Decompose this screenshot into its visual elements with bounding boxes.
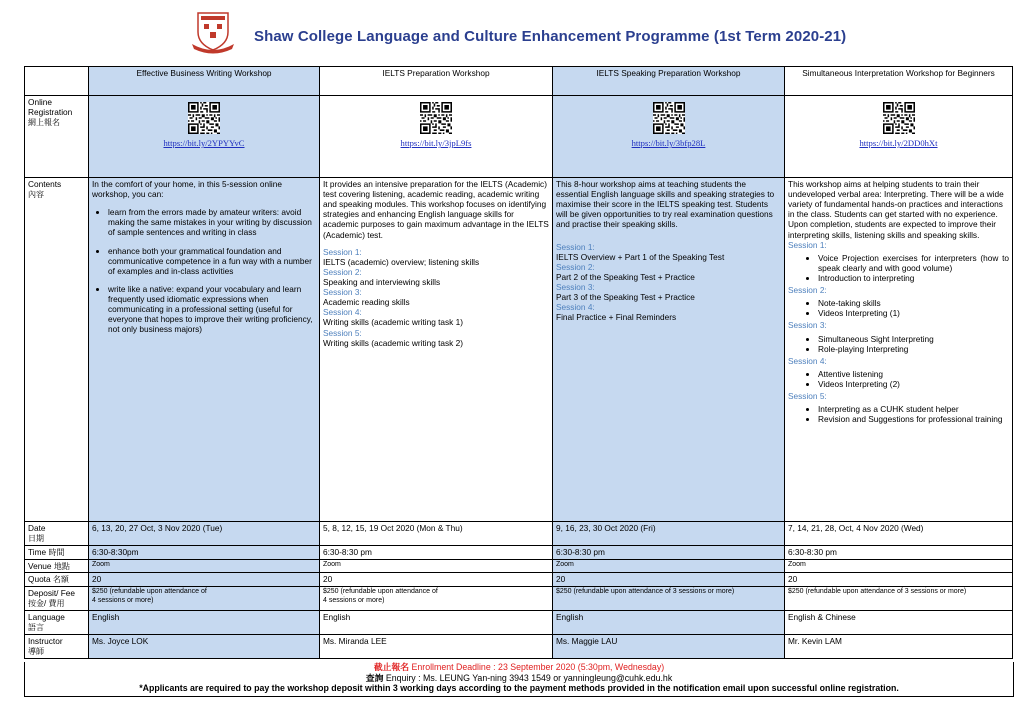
footer bbox=[24, 662, 1014, 697]
quota-cell: 20 bbox=[553, 573, 785, 587]
workshop-table bbox=[24, 66, 1013, 659]
session-text: Final Practice + Final Reminders bbox=[556, 312, 677, 323]
venue-cell: Zoom bbox=[320, 559, 553, 573]
session-text: IELTS Overview + Part 1 of the Speaking Test bbox=[556, 251, 725, 262]
corner-cell bbox=[25, 67, 89, 96]
session-label: Session 3: bbox=[556, 281, 595, 292]
session-label: Session 4: bbox=[323, 307, 362, 318]
row-label-instructor: Instructor 導師 bbox=[25, 634, 89, 658]
contents-row bbox=[25, 178, 1013, 522]
session-label: Session 5: bbox=[323, 327, 362, 338]
registration-link[interactable]: https://bit.ly/3jpL9fs bbox=[400, 138, 472, 148]
date-cell: 7, 14, 21, 28, Oct, 4 Nov 2020 (Wed) bbox=[785, 522, 1013, 546]
quota-row bbox=[25, 573, 1013, 587]
session-label: Session 3: bbox=[323, 287, 362, 298]
session-text: Part 2 of the Speaking Test + Practice bbox=[556, 271, 695, 282]
language-cell: English bbox=[553, 611, 785, 635]
row-label-registration: Online Registration 網上報名 bbox=[25, 96, 89, 178]
qr-code-icon[interactable] bbox=[883, 102, 915, 134]
registration-cell bbox=[89, 96, 320, 178]
time-cell: 6:30-8:30pm bbox=[89, 545, 320, 559]
session-label: Session 4: bbox=[788, 355, 827, 366]
session-label: Session 4: bbox=[556, 302, 595, 313]
registration-link[interactable]: https://bit.ly/3bfp28L bbox=[631, 138, 706, 148]
list-item: • Revision and Suggestions for professional training bbox=[818, 414, 1009, 424]
session-label: Session 1: bbox=[788, 239, 827, 250]
page-title: Shaw College Language and Culture Enhancement Programme (1st Term 2020-21) bbox=[254, 28, 847, 45]
list-item: • Introduction to interpreting bbox=[818, 273, 1009, 283]
row-label-time: Time 時間 bbox=[25, 545, 89, 559]
deposit-note: *Applicants are required to pay the workshop deposit within 3 working days according to the payment methods provided in the notification email upon successful online registration. bbox=[139, 683, 899, 694]
enrollment-deadline: 截止報名 Enrollment Deadline : 23 September 2020 (5:30pm, Wednesday) bbox=[373, 662, 665, 672]
list-item: • Interpreting as a CUHK student helper bbox=[818, 404, 1009, 414]
quota-cell: 20 bbox=[89, 573, 320, 587]
session-label: Session 1: bbox=[323, 246, 362, 257]
registration-link[interactable]: https://bit.ly/2YPYYvC bbox=[163, 138, 245, 148]
qr-code-icon[interactable] bbox=[420, 102, 452, 134]
row-label-date: Date 日期 bbox=[25, 522, 89, 546]
list-item: • learn from the errors made by amateur writers: avoid making the same mistakes in your writing by discussion of sample sentences and writing in class bbox=[108, 207, 316, 237]
deposit-cell: $250 (refundable upon attendance of 4 sessions or more) bbox=[320, 587, 553, 611]
instructor-cell: Ms. Maggie LAU bbox=[553, 634, 785, 658]
enquiry-line: 查詢 Enquiry : Ms. LEUNG Yan-ning 3943 1549 or yanningleung@cuhk.edu.hk bbox=[365, 672, 673, 683]
header-row bbox=[25, 67, 1013, 96]
deposit-row bbox=[25, 587, 1013, 611]
registration-cell bbox=[320, 96, 553, 178]
venue-row bbox=[25, 559, 1013, 573]
column-header-ielts-speaking: IELTS Speaking Preparation Workshop bbox=[553, 67, 785, 96]
deposit-cell: $250 (refundable upon attendance of 4 sessions or more) bbox=[89, 587, 320, 611]
date-row bbox=[25, 522, 1013, 546]
session-label: Session 2: bbox=[788, 285, 827, 296]
time-cell: 6:30-8:30 pm bbox=[553, 545, 785, 559]
list-item: • Videos Interpreting (1) bbox=[818, 308, 1009, 318]
quota-cell: 20 bbox=[785, 573, 1013, 587]
session-label: Session 3: bbox=[788, 320, 827, 331]
time-cell: 6:30-8:30 pm bbox=[785, 545, 1013, 559]
list-item: • Role-playing Interpreting bbox=[818, 344, 1009, 354]
session-text: IELTS (academic) overview; listening skills bbox=[323, 256, 480, 267]
registration-link[interactable]: https://bit.ly/2DD0hXt bbox=[859, 138, 938, 148]
column-header-ielts: IELTS Preparation Workshop bbox=[320, 67, 553, 96]
row-label-deposit: Deposit/ Fee 按金/ 費用 bbox=[25, 587, 89, 611]
language-cell: English & Chinese bbox=[785, 611, 1013, 635]
list-item: • Attentive listening bbox=[818, 369, 1009, 379]
instructor-row bbox=[25, 634, 1013, 658]
venue-cell: Zoom bbox=[785, 559, 1013, 573]
time-cell: 6:30-8:30 pm bbox=[320, 545, 553, 559]
session-text: Writing skills (academic writing task 1) bbox=[323, 317, 464, 328]
session-text: Speaking and interviewing skills bbox=[323, 276, 441, 287]
language-cell: English bbox=[89, 611, 320, 635]
session-label: Session 2: bbox=[323, 266, 362, 277]
contents-business-writing: In the comfort of your home, in this 5-session online workshop, you can: • learn from the errors made by amateur writers: avoid making the same mistakes in your writing by discussion of sample sentences and writing in class • enhance both your grammatical foundation and communicative competence in a fun way with a number of examples and in-class activities • write like a native: expand your vocabulary and learn frequently used idiomatic expressions when communicating in a professional setting (useful for everyone that hopes to improve their writing proficiency, not only business majors) bbox=[89, 178, 320, 522]
session-label: Session 1: bbox=[556, 241, 595, 252]
list-item: • Simultaneous Sight Interpreting bbox=[818, 334, 1009, 344]
registration-cell bbox=[553, 96, 785, 178]
session-text: Academic reading skills bbox=[323, 297, 410, 308]
list-item: • Voice Projection exercises for interpreters (how to speak clearly and with good volume) bbox=[818, 253, 1009, 273]
qr-code-icon[interactable] bbox=[653, 102, 685, 134]
contents-interpretation: This workshop aims at helping students to train their undeveloped verbal area: Interpreting. There will be a wide variety of fundamental hands-on practices and interactions in the class. Students can get started with no experience. Upon completion, students are expected to improve their interpreting skills, listening skills and speaking skills. Session 1: • Voice Projection exercises for interpreters (how to speak clearly and with good volume) • Introduction to interpreting Session 2: • Note-taking skills • Videos Interpreting (1) Session 3: • Simultaneous Sight Interpreting • Role-playing Interpreting Session 4: • Attentive listening • Videos Interpreting (2) Session 5: • Interpreting as a CUHK student helper • Revision and Suggestions for professional training bbox=[785, 178, 1013, 522]
session-label: Session 5: bbox=[788, 391, 827, 402]
contents-ielts: It provides an intensive preparation for the IELTS (Academic) test covering listening, academic reading, academic writing and speaking modules. This workshop focuses on identifying strategies and enhancing English language skills for academic purposes to gain maximum advantage in the IELTS (Academic) test. Session 1: IELTS (academic) overview; listening skills Session 2: Speaking and interviewing skills Session 3: Academic reading skills Session 4: Writing skills (academic writing task 1) Session 5: Writing skills (academic writing task 2) bbox=[320, 178, 553, 522]
list-item: • Note-taking skills bbox=[818, 298, 1009, 308]
time-row bbox=[25, 545, 1013, 559]
header bbox=[0, 0, 1024, 66]
instructor-cell: Ms. Miranda LEE bbox=[320, 634, 553, 658]
row-label-language: Language 語言 bbox=[25, 611, 89, 635]
list-item: • Videos Interpreting (2) bbox=[818, 379, 1009, 389]
instructor-cell: Mr. Kevin LAM bbox=[785, 634, 1013, 658]
instructor-cell: Ms. Joyce LOK bbox=[89, 634, 320, 658]
date-cell: 6, 13, 20, 27 Oct, 3 Nov 2020 (Tue) bbox=[89, 522, 320, 546]
deposit-cell: $250 (refundable upon attendance of 3 sessions or more) bbox=[553, 587, 785, 611]
venue-cell: Zoom bbox=[553, 559, 785, 573]
list-item: • enhance both your grammatical foundation and communicative competence in a fun way with a number of examples and in-class activities bbox=[108, 246, 316, 276]
contents-ielts-speaking: This 8-hour workshop aims at teaching students the essential English language skills and speaking strategies to maximise their score in the IELTS speaking test. Students will be given opportunities to try real examination questions and practise their speaking skills. Session 1: IELTS Overview + Part 1 of the Speaking Test Session 2: Part 2 of the Speaking Test + Practice Session 3: Part 3 of the Speaking Test + Practice Session 4: Final Practice + Final Reminders bbox=[553, 178, 785, 522]
language-cell: English bbox=[320, 611, 553, 635]
qr-code-icon[interactable] bbox=[188, 102, 220, 134]
date-cell: 5, 8, 12, 15, 19 Oct 2020 (Mon & Thu) bbox=[320, 522, 553, 546]
row-label-quota: Quota 名額 bbox=[25, 573, 89, 587]
column-header-interpretation: Simultaneous Interpretation Workshop for Beginners bbox=[785, 67, 1013, 96]
row-label-venue: Venue 地點 bbox=[25, 559, 89, 573]
row-label-contents: Contents 內容 bbox=[25, 178, 89, 522]
quota-cell: 20 bbox=[320, 573, 553, 587]
venue-cell: Zoom bbox=[89, 559, 320, 573]
date-cell: 9, 16, 23, 30 Oct 2020 (Fri) bbox=[553, 522, 785, 546]
registration-row bbox=[25, 96, 1013, 178]
language-row bbox=[25, 611, 1013, 635]
college-crest-icon bbox=[188, 10, 238, 54]
list-item: • write like a native: expand your vocabulary and learn frequently used idiomatic expressions when communicating in a professional setting (useful for everyone that hopes to improve their writing proficiency, not only business majors) bbox=[108, 284, 316, 335]
column-header-business-writing: Effective Business Writing Workshop bbox=[89, 67, 320, 96]
deposit-cell: $250 (refundable upon attendance of 3 sessions or more) bbox=[785, 587, 1013, 611]
registration-cell bbox=[785, 96, 1013, 178]
session-label: Session 2: bbox=[556, 261, 595, 272]
session-text: Part 3 of the Speaking Test + Practice bbox=[556, 292, 695, 303]
session-text: Writing skills (academic writing task 2) bbox=[323, 337, 464, 348]
